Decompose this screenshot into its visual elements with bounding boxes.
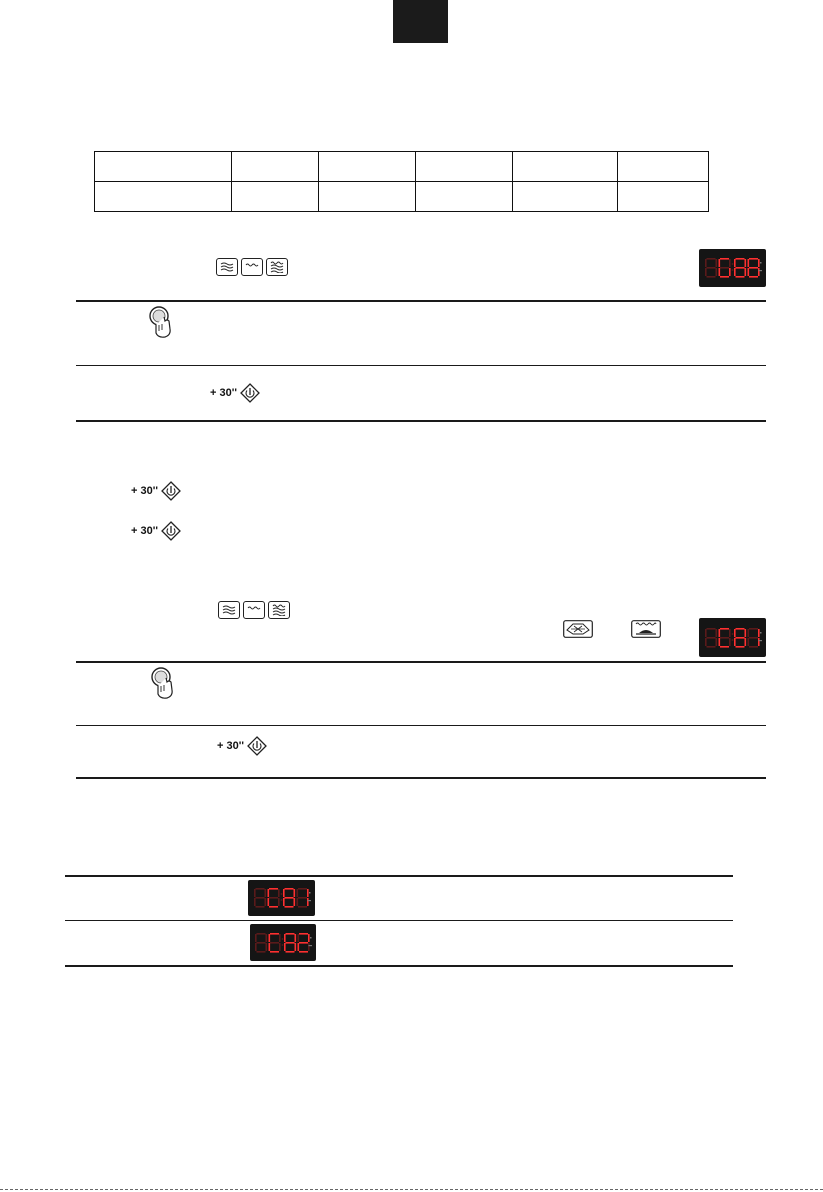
plus-30-start-button[interactable]: [131, 481, 181, 501]
led-indicator: [758, 640, 762, 641]
table-cell: [319, 152, 416, 182]
led-digit: [284, 933, 296, 953]
table-cell: [513, 152, 618, 182]
plus-30-start-button[interactable]: [217, 736, 267, 756]
divider: [76, 365, 766, 366]
led-colon-dot: [731, 269, 733, 271]
mode-buttons-group: [216, 258, 288, 276]
led-indicator: [760, 262, 762, 264]
led-digit: [269, 933, 281, 953]
led-colon-dot: [280, 899, 282, 901]
led-colon-dot: [731, 263, 733, 265]
led-digit: [734, 258, 746, 278]
table-cell: [232, 182, 319, 212]
led-display-code-1: [248, 880, 315, 916]
combination-icon[interactable]: [268, 601, 290, 619]
led-indicator: [307, 900, 311, 901]
grill-wave-icon[interactable]: [241, 258, 263, 276]
led-digit: [254, 888, 266, 908]
led-digit: [718, 258, 730, 278]
led-digit: [718, 628, 730, 648]
table-cell: [319, 182, 416, 212]
divider: [65, 920, 733, 921]
led-indicator: [309, 945, 313, 946]
table-cell: [618, 152, 709, 182]
grill-wave-icon[interactable]: [243, 601, 265, 619]
mode-buttons-group: [218, 601, 290, 619]
plus-30-label: + 30'': [217, 740, 244, 752]
led-indicator: [309, 892, 311, 894]
divider: [76, 777, 766, 779]
power-level-table: [94, 151, 709, 212]
led-colon-dot: [282, 938, 284, 940]
divider: [65, 875, 733, 877]
table-cell: [95, 182, 232, 212]
led-indicator: [310, 937, 312, 939]
crisp-plate-icon: [563, 620, 593, 643]
start-power-icon: [240, 383, 260, 403]
combination-icon[interactable]: [266, 258, 288, 276]
led-digit: [283, 888, 295, 908]
led-colon-dot: [731, 639, 733, 641]
divider: [76, 300, 766, 302]
microwave-waves-icon[interactable]: [218, 601, 240, 619]
divider: [76, 420, 766, 422]
led-digit: [298, 933, 310, 953]
hand-knob-icon[interactable]: [150, 666, 176, 705]
led-digit: [267, 888, 279, 908]
led-digit: [296, 888, 308, 908]
table-cell: [618, 182, 709, 212]
led-colon-dot: [731, 633, 733, 635]
table-cell: [95, 152, 232, 182]
grill-rack-icon: [631, 620, 661, 643]
microwave-waves-icon[interactable]: [216, 258, 238, 276]
led-indicator: [758, 270, 762, 271]
page-edge-dashed-line: [0, 1189, 823, 1190]
table-row: [95, 182, 709, 212]
start-power-icon: [161, 521, 181, 541]
led-colon-dot: [282, 944, 284, 946]
led-indicator: [760, 632, 762, 634]
plus-30-start-button[interactable]: [131, 521, 181, 541]
table-row: [95, 152, 709, 182]
led-display-code-2: [250, 924, 316, 961]
table-cell: [513, 182, 618, 212]
plus-30-label: + 30'': [131, 485, 158, 497]
led-colon-dot: [280, 893, 282, 895]
divider: [76, 725, 766, 726]
led-digit: [255, 933, 267, 953]
page-tab-marker: [393, 0, 448, 43]
led-digit: [705, 258, 717, 278]
table-cell: [232, 152, 319, 182]
divider: [65, 965, 733, 967]
table-cell: [416, 152, 513, 182]
led-display-top: [699, 249, 766, 287]
start-power-icon: [161, 481, 181, 501]
plus-30-start-button[interactable]: [210, 383, 260, 403]
led-digit: [747, 258, 759, 278]
led-digit: [734, 628, 746, 648]
plus-30-label: + 30'': [131, 525, 158, 537]
led-display-middle: [699, 618, 766, 657]
divider: [76, 661, 766, 663]
hand-knob-icon[interactable]: [148, 305, 174, 344]
table-cell: [416, 182, 513, 212]
plus-30-label: + 30'': [210, 387, 237, 399]
start-power-icon: [247, 736, 267, 756]
led-digit: [705, 628, 717, 648]
led-digit: [747, 628, 759, 648]
